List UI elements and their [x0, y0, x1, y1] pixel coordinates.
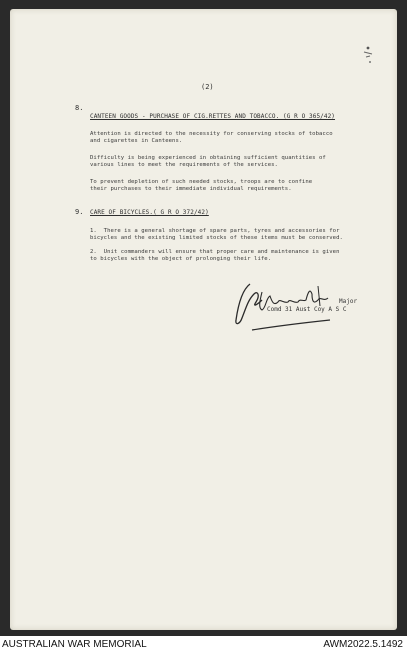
section-number: 9.: [75, 208, 84, 216]
footer-institution: AUSTRALIAN WAR MEMORIAL: [2, 639, 147, 650]
paragraph: 2. Unit commanders will ensure that proper care and maintenance is given to bicycles with the object of prolonging their life.: [90, 249, 340, 262]
ink-mark: [361, 44, 375, 66]
section-heading: CANTEEN GOODS - PURCHASE OF CIG.RETTES AND TOBACCO. (G R O 365/42): [90, 113, 336, 120]
paragraph: 1. There is a general shortage of spare parts, tyres and accessories for bicycles and the existing limited stocks of these items must be conserved.: [90, 228, 343, 241]
page-number: (2): [201, 83, 214, 91]
signatory-rank: Major: [339, 298, 358, 305]
section-number: 8.: [75, 104, 84, 112]
footer-accession-number: AWM2022.5.1492: [323, 639, 403, 650]
paragraph: Difficulty is being experienced in obtaining sufficient quantities of various lines to meet the requirements of the services.: [90, 155, 326, 168]
paragraph: Attention is directed to the necessity for conserving stocks of tobacco and cigarettes in Canteens.: [90, 131, 333, 144]
paragraph: To prevent depletion of such needed stocks, troops are to confine their purchases to their immediate individual requirements.: [90, 179, 313, 192]
section-heading: CARE OF BICYCLES.( G R O 372/42): [90, 209, 209, 216]
signatory-title: Comd 31 Aust Coy A S C: [267, 306, 347, 313]
